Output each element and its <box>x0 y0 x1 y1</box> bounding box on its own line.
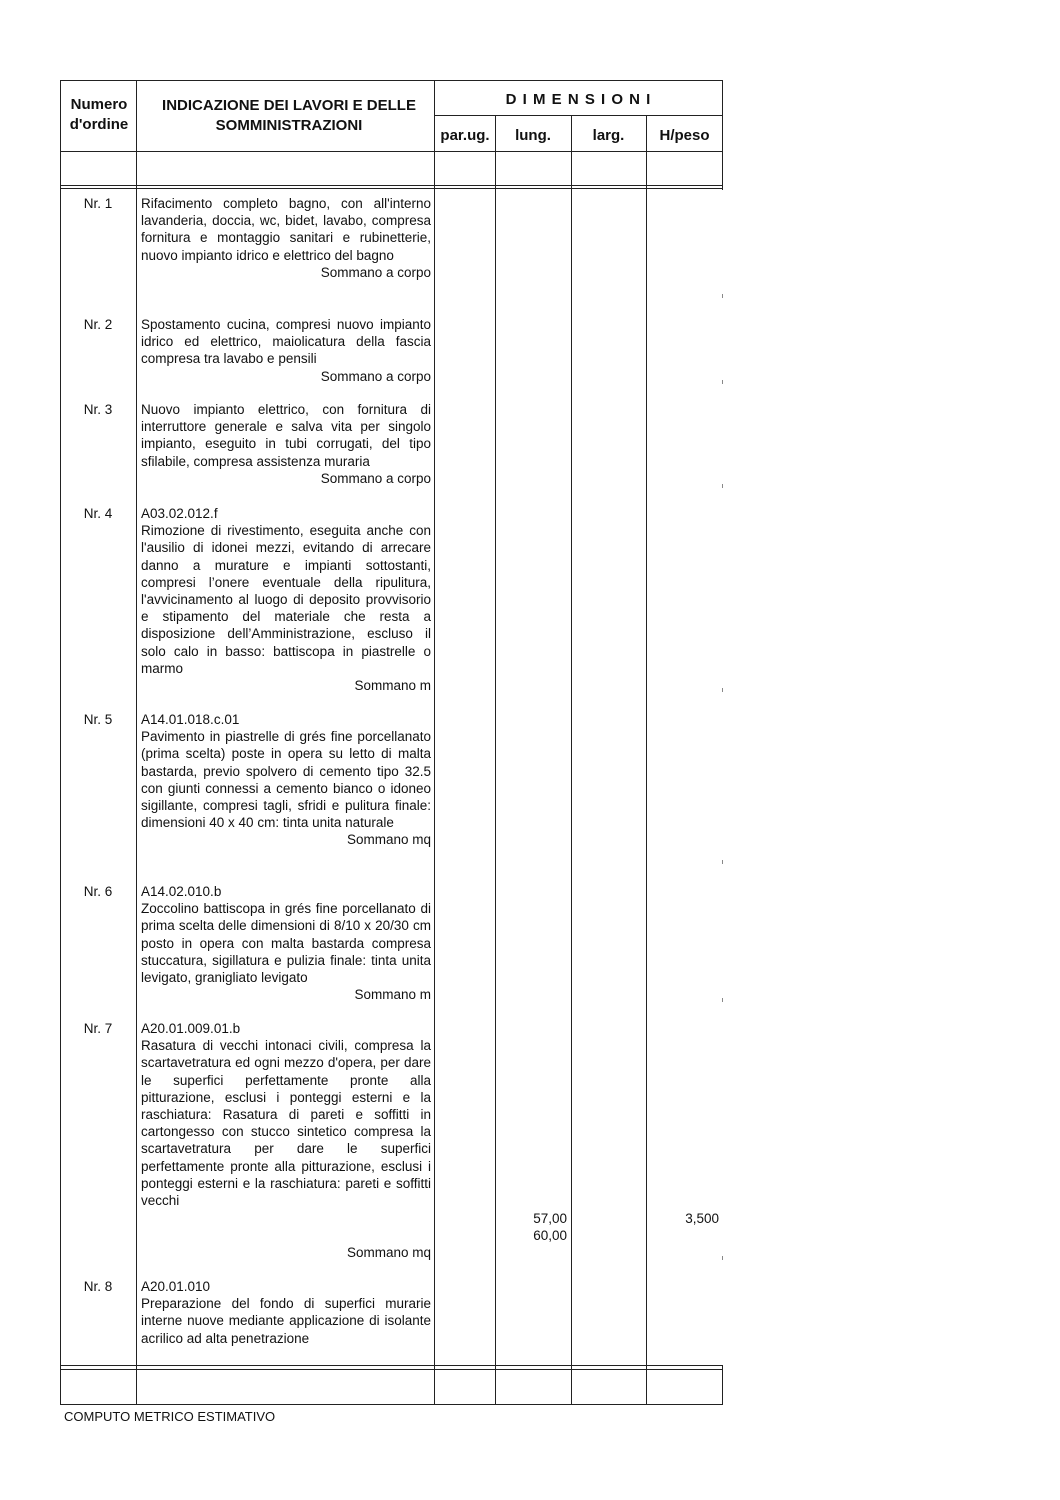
item-total-label: Sommano m <box>354 987 431 1003</box>
item-number: Nr. 8 <box>83 1279 113 1294</box>
header-parug: par.ug. <box>440 127 490 144</box>
row-tick <box>722 294 723 298</box>
item-code: A20.01.010 <box>141 1279 211 1294</box>
item-code: A20.01.009.01.b <box>141 1021 241 1036</box>
item-description <box>141 316 431 385</box>
item-total-label: Sommano mq <box>346 1245 431 1260</box>
col-border-number <box>136 80 137 1405</box>
item-number: Nr. 4 <box>83 506 113 521</box>
item-number: Nr. 5 <box>83 712 113 727</box>
row-tick <box>722 860 723 864</box>
col-border-right-bottom <box>722 1365 723 1405</box>
item-text: Zoccolino battiscopa in grés fine porcellanato di prima scelta delle dimensioni di 8/10 x 20/30 cm posto in opera con malta bastarda compresa stuccatura, sigillatura e pulizia finale: tinta unita levigato, granigliato levigato <box>141 901 431 986</box>
item-text: Rimozione di rivestimento, eseguita anche con l'ausilio di idonei mezzi, evitando di arrecare danno a murature e impianti sottostanti, compresi l’onere eventuale della ripulitura, l'avvicinamento al luogo di deposito provvisorio e stipamento del materiale che resta a disposizione dell’Amministrazione, escluso il solo calo in basso: battiscopa in piastrelle o marmo <box>141 523 431 676</box>
item-number: Nr. 2 <box>83 317 113 332</box>
item-total-label: Sommano a corpo <box>320 264 431 280</box>
header-description: INDICAZIONE DEI LAVORI E DELLE SOMMINISTRAZIONI <box>162 97 416 134</box>
item-description <box>141 883 431 1003</box>
row-tick <box>722 380 723 384</box>
row-tick <box>722 484 723 488</box>
lung-value: 60,00 <box>533 1228 567 1243</box>
item-text: Preparazione del fondo di superfici murarie interne nuove mediante applicazione di isolante acrilico ad alta penetrazione <box>141 1296 431 1346</box>
table-bottom-border <box>60 1404 723 1405</box>
col-border-description <box>434 80 435 1405</box>
item-number: Nr. 6 <box>83 884 113 899</box>
item-total-label: Sommano m <box>354 678 431 694</box>
body-bottom-border-1 <box>60 1365 723 1366</box>
item-total-label: Sommano a corpo <box>320 368 431 384</box>
item-description <box>141 711 431 849</box>
body-bottom-border-2 <box>60 1369 723 1370</box>
body-top-border-1 <box>60 185 723 186</box>
item-description <box>141 1278 431 1347</box>
item-code: A03.02.012.f <box>141 506 218 521</box>
lung-value: 57,00 <box>533 1211 567 1226</box>
item-text: Rasatura di vecchi intonaci civili, compresa la scartavetratura ed ogni mezzo d'opera, per dare le superfici perfettamente pronte alla pitturazione, esclusi i ponteggi esterni e la raschiatura: Rasatura di pareti e soffitti in cartongesso con stucco sintetico compresa la scartavetratura per dare le superfici perfettamente pronte alla pitturazione, esclusi i ponteggi esterni e la raschiatura: pareti e soffitti vecchi <box>141 1038 431 1209</box>
item-description <box>141 195 431 281</box>
col-border-left <box>60 80 61 1405</box>
row-tick <box>722 998 723 1002</box>
item-total-wrapper <box>141 1244 431 1261</box>
header-hpeso: H/peso <box>659 127 710 144</box>
col-border-lung <box>571 115 572 1405</box>
item-text: Nuovo impianto elettrico, con fornitura di interruttore generale e salva vita per singolo impianto, eseguito in tubi corrugati, del tipo sfilabile, compresa assistenza muraria <box>141 402 431 469</box>
item-description <box>141 1020 431 1209</box>
item-text: Spostamento cucina, compresi nuovo impianto idrico ed elettrico, maiolicatura della fascia compresa tra lavabo e pensili <box>141 317 431 367</box>
document-footer: COMPUTO METRICO ESTIMATIVO <box>64 1409 276 1424</box>
item-text: Rifacimento completo bagno, con all'interno lavanderia, doccia, wc, bidet, lavabo, compresa fornitura e montaggio sanitari e rubinetterie, nuovo impianto idrico e elettrico del bagno <box>141 196 431 263</box>
item-number: Nr. 3 <box>83 402 113 417</box>
header-lung: lung. <box>515 127 551 144</box>
item-code: A14.02.010.b <box>141 884 222 899</box>
item-code: A14.01.018.c.01 <box>141 712 240 727</box>
item-text: Pavimento in piastrelle di grés fine porcellanato (prima scelta) poste in opera su letto di malta bastarda, previo spolvero di cemento tipo 32.5 con giunti connessi a cemento bianco o idoneo sigillante, compresi tagli, sfridi e pulitura finale: dimensioni 40 x 40 cm: tinta unita naturale <box>141 729 431 831</box>
header-bottom-border <box>60 151 723 152</box>
body-top-border-2 <box>60 188 723 189</box>
table-top-border <box>60 80 723 81</box>
header-number: Numero d'ordine <box>69 96 129 133</box>
hpeso-value: 3,500 <box>685 1211 719 1226</box>
header-dimensions: D I M E N S I O N I <box>505 91 652 108</box>
item-number: Nr. 7 <box>83 1021 113 1036</box>
item-total-label: Sommano mq <box>346 832 431 848</box>
row-tick <box>722 1256 723 1260</box>
row-tick <box>722 688 723 692</box>
item-total-label: Sommano a corpo <box>320 470 431 486</box>
header-larg: larg. <box>592 127 625 144</box>
item-description <box>141 401 431 487</box>
dimensions-divider <box>434 115 723 116</box>
item-number: Nr. 1 <box>83 196 113 211</box>
item-description <box>141 505 431 694</box>
